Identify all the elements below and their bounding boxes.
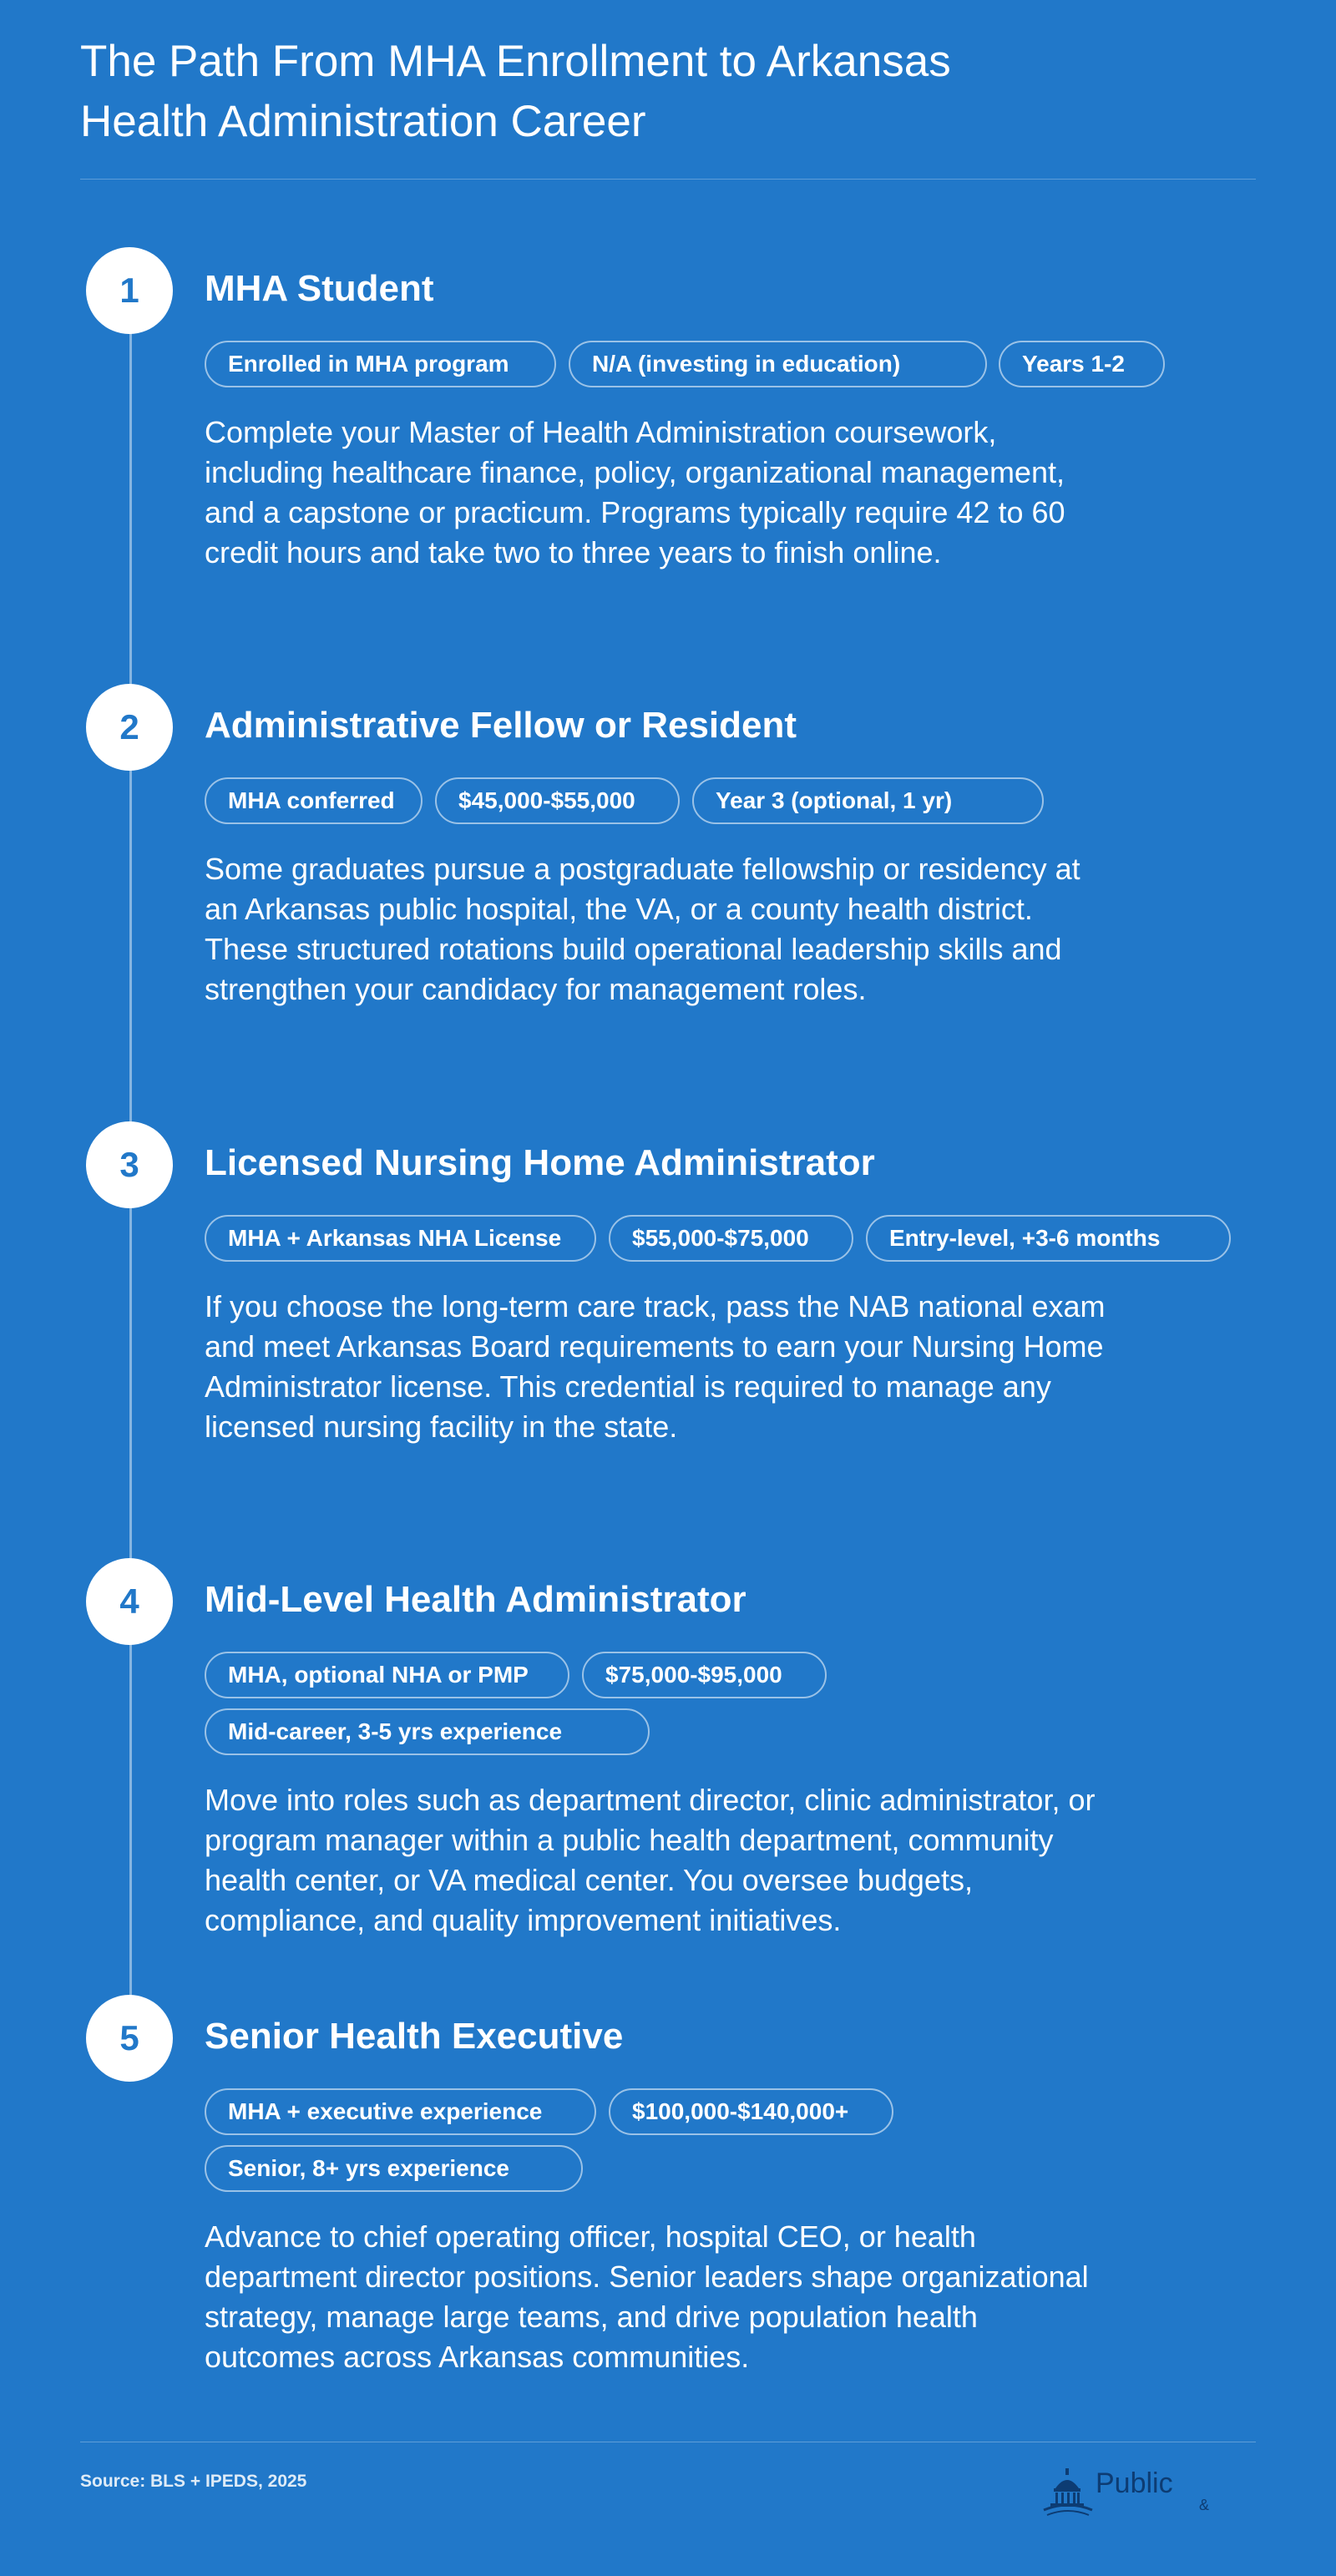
page-title: The Path From MHA Enrollment to Arkansas Health Administration Career [80, 37, 951, 146]
step-description: Complete your Master of Health Administration coursework, including healthcare finance, policy, organizational management, and a capstone or practicum. Programs typically require 42 to 60 credit hours and take two to three years to finish online. [205, 415, 1065, 569]
step-number-badge: 4 [86, 1558, 173, 1645]
step-title: Administrative Fellow or Resident [205, 705, 797, 746]
logo-ampersand: & [1199, 2497, 1210, 2513]
salary-pill: $45,000-$55,000 [435, 777, 680, 824]
capitol-dome-icon [1040, 2467, 1096, 2518]
salary-pill: $55,000-$75,000 [609, 1215, 853, 1262]
salary-pill: N/A (investing in education) [569, 341, 987, 387]
step-description: Some graduates pursue a postgraduate fellowship or residency at an Arkansas public hospital, the VA, or a county health district. These structured rotations build operational leadership skills and strengthen your candidacy for management roles. [205, 852, 1080, 1006]
timeline-pill: Year 3 (optional, 1 yr) [692, 777, 1044, 824]
step-title: Mid-Level Health Administrator [205, 1579, 746, 1620]
credential-pill: MHA, optional NHA or PMP [205, 1652, 569, 1698]
source-note: Source: BLS + IPEDS, 2025 [80, 2472, 307, 2491]
step-description: Move into roles such as department director, clinic administrator, or program manager within a public health department, community health center, or VA medical center. You oversee budgets, compliance, and quality improvement initiatives. [205, 1783, 1096, 1937]
step-title: MHA Student [205, 268, 434, 309]
brand-logo [1040, 2463, 1258, 2522]
step-number-badge: 5 [86, 1995, 173, 2082]
timeline-pill: Senior, 8+ yrs experience [205, 2145, 583, 2192]
step-title: Senior Health Executive [205, 2016, 624, 2057]
credential-pill: MHA + executive experience [205, 2088, 596, 2135]
step-number-badge: 3 [86, 1121, 173, 1208]
step-description: If you choose the long-term care track, pass the NAB national exam and meet Arkansas Board requirements to earn your Nursing Home Administrator license. This credential is required to manage any licensed nursing facility in the state. [205, 1289, 1106, 1444]
step-number-badge: 2 [86, 684, 173, 771]
salary-pill: $100,000-$140,000+ [609, 2088, 893, 2135]
credential-pill: MHA conferred [205, 777, 423, 824]
timeline-pill: Entry-level, +3-6 months [866, 1215, 1231, 1262]
logo-wordmark: Public [1096, 2467, 1173, 2499]
step-description: Advance to chief operating officer, hospital CEO, or health department director positions. Senior leaders shape organizational strategy, manage large teams, and drive population health outcomes across Arkansas communities. [205, 2219, 1089, 2374]
credential-pill: Enrolled in MHA program [205, 341, 556, 387]
salary-pill: $75,000-$95,000 [582, 1652, 827, 1698]
step-number-badge: 1 [86, 247, 173, 334]
timeline-pill: Years 1-2 [999, 341, 1165, 387]
credential-pill: MHA + Arkansas NHA License [205, 1215, 596, 1262]
header-divider [80, 179, 1256, 180]
timeline-pill: Mid-career, 3-5 yrs experience [205, 1708, 650, 1755]
step-title: Licensed Nursing Home Administrator [205, 1142, 875, 1183]
